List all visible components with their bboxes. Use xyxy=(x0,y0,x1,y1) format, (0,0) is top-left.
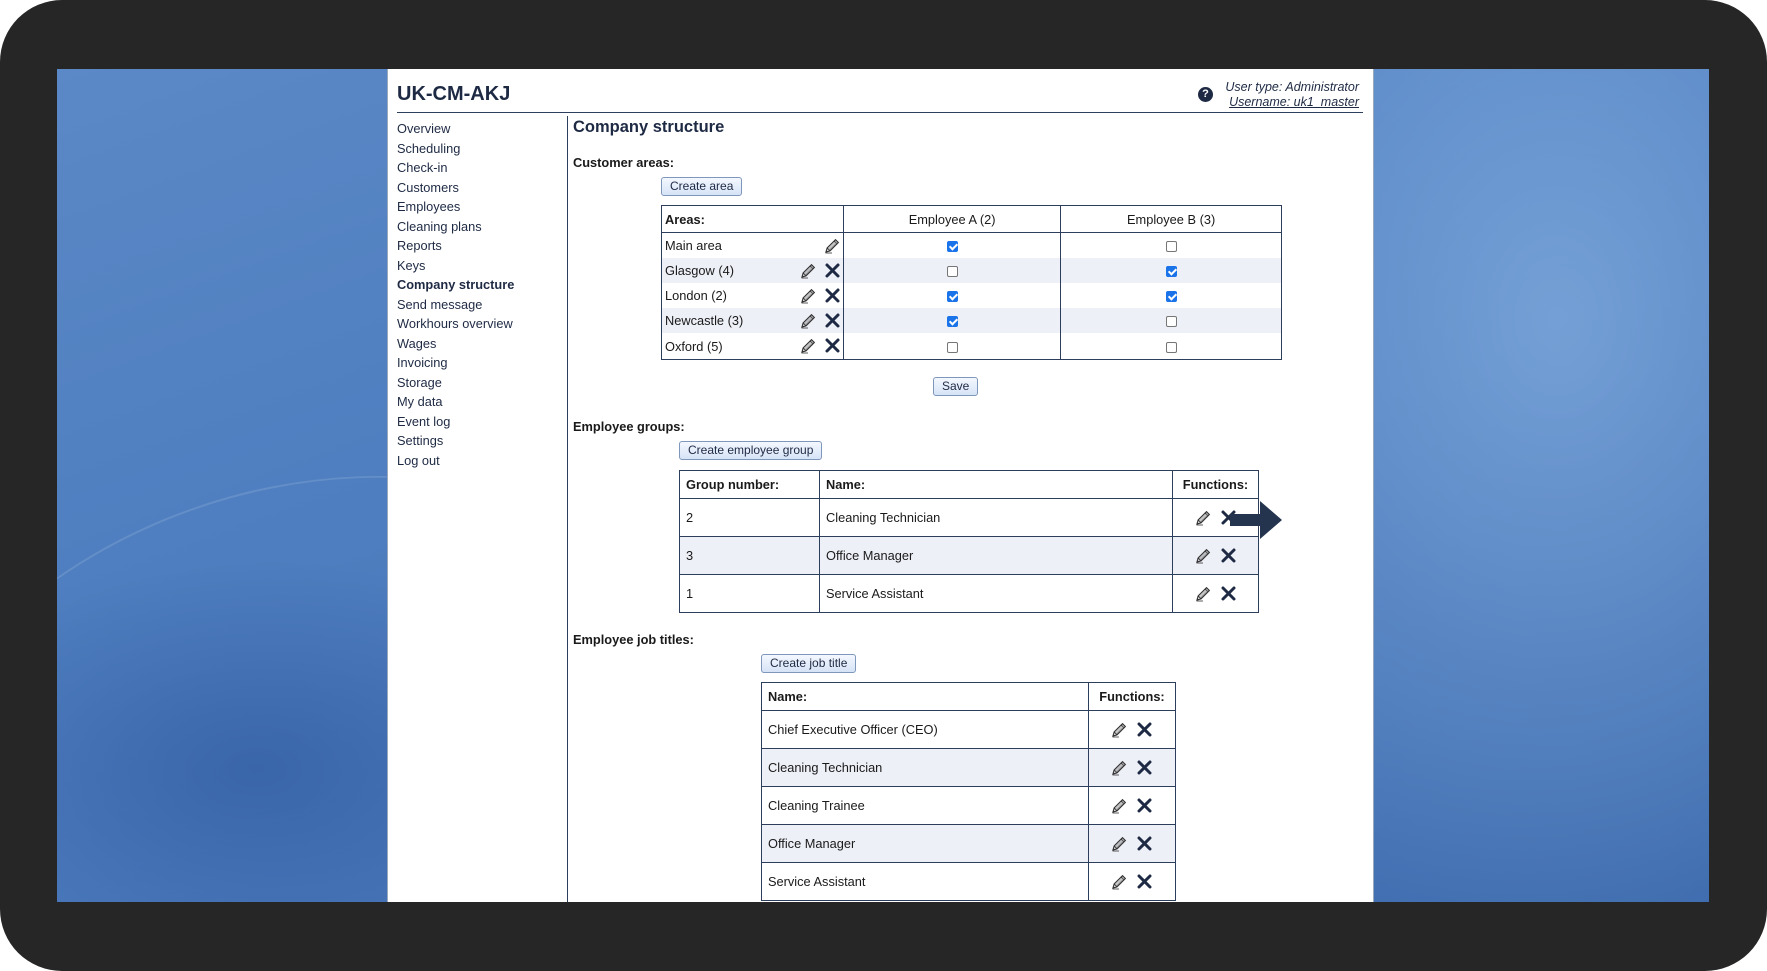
sidebar-item-scheduling[interactable]: Scheduling xyxy=(397,140,461,156)
column-header: Functions: xyxy=(1089,683,1176,711)
x-delete-icon[interactable] xyxy=(824,262,841,279)
checkbox-cell xyxy=(1061,283,1282,308)
sidebar-item-log-out[interactable]: Log out xyxy=(397,452,440,468)
table-row xyxy=(762,711,1176,749)
sidebar-item-keys[interactable]: Keys xyxy=(397,257,426,273)
table-row xyxy=(662,333,1282,360)
x-delete-icon[interactable] xyxy=(824,287,841,304)
table-row xyxy=(680,537,1259,575)
checkbox-cell xyxy=(1061,258,1282,283)
x-delete-icon[interactable] xyxy=(824,312,841,329)
functions-cell xyxy=(1089,787,1176,825)
sidebar-item-check-in[interactable]: Check-in xyxy=(397,160,448,175)
table-header-row xyxy=(680,471,1259,499)
job-titles-title: Employee job titles: xyxy=(573,632,694,647)
column-header: Employee A (2) xyxy=(844,206,1061,233)
sidebar-item-storage[interactable]: Storage xyxy=(397,374,442,390)
x-delete-icon[interactable] xyxy=(1136,721,1153,738)
customer-areas-table xyxy=(661,205,1282,360)
employee-groups-table xyxy=(679,470,1259,613)
pencil-icon[interactable] xyxy=(1195,509,1212,526)
table-row xyxy=(762,787,1176,825)
sidebar-item-reports[interactable]: Reports xyxy=(397,238,442,253)
page-title: Company structure xyxy=(573,118,725,136)
column-header: Name: xyxy=(820,471,1173,499)
area-name: Main area xyxy=(665,238,722,253)
area-name: Glasgow (4) xyxy=(665,263,734,278)
sidebar-item-company-structure[interactable]: Company structure xyxy=(397,277,515,292)
row-actions xyxy=(800,337,841,354)
area-name-cell xyxy=(662,283,844,308)
app-title: UK-CM-AKJ xyxy=(397,83,511,105)
pencil-icon[interactable] xyxy=(800,337,817,354)
checkbox-cell xyxy=(844,308,1061,333)
area-name: Oxford (5) xyxy=(665,338,723,354)
sidebar-item-employees[interactable]: Employees xyxy=(397,199,461,214)
group-name: Service Assistant xyxy=(820,575,1173,613)
user-type: User type: Administrator xyxy=(1225,80,1359,94)
employee-b-checkbox[interactable] xyxy=(1166,291,1177,302)
checkbox-cell xyxy=(1061,333,1282,360)
area-name: Newcastle (3) xyxy=(665,313,744,328)
job-title-name: Cleaning Trainee xyxy=(762,787,1089,825)
column-header: Name: xyxy=(762,683,1089,711)
group-number: 1 xyxy=(680,575,820,613)
column-header: Functions: xyxy=(1173,471,1259,499)
sidebar-item-workhours-overview[interactable]: Workhours overview xyxy=(397,316,513,331)
row-actions xyxy=(800,312,841,329)
username[interactable]: Username: uk1_master xyxy=(1229,95,1359,109)
sidebar-nav xyxy=(397,119,557,470)
employee-b-checkbox[interactable] xyxy=(1166,342,1177,353)
pencil-icon[interactable] xyxy=(1195,547,1212,564)
table-row xyxy=(662,258,1282,283)
table-row xyxy=(662,233,1282,259)
sidebar-item-send-message[interactable]: Send message xyxy=(397,296,483,312)
job-title-name: Chief Executive Officer (CEO) xyxy=(762,711,1089,749)
employee-b-checkbox[interactable] xyxy=(1166,316,1177,327)
employee-groups-title: Employee groups: xyxy=(573,419,685,434)
checkbox-cell xyxy=(844,283,1061,308)
area-name: London (2) xyxy=(665,288,727,303)
sidebar-item-invoicing[interactable]: Invoicing xyxy=(397,355,448,370)
employee-b-checkbox[interactable] xyxy=(1166,266,1177,277)
pencil-icon[interactable] xyxy=(800,287,817,304)
functions-cell xyxy=(1089,863,1176,901)
area-name-cell xyxy=(662,333,844,360)
x-delete-icon[interactable] xyxy=(1136,873,1153,890)
functions-cell xyxy=(1089,825,1176,863)
pencil-icon[interactable] xyxy=(800,262,817,279)
sidebar-item-event-log[interactable]: Event log xyxy=(397,413,451,429)
employee-a-checkbox[interactable] xyxy=(947,291,958,302)
employee-a-checkbox[interactable] xyxy=(947,241,958,252)
sidebar-item-wages[interactable]: Wages xyxy=(397,335,437,351)
save-button[interactable]: Save xyxy=(933,377,978,396)
pencil-icon[interactable] xyxy=(1111,721,1128,738)
row-actions xyxy=(800,262,841,279)
area-name-cell xyxy=(662,233,844,259)
create-employee-group-button[interactable]: Create employee group xyxy=(679,441,822,460)
main-content xyxy=(573,69,1363,902)
checkbox-cell xyxy=(844,233,1061,259)
job-title-name: Service Assistant xyxy=(762,863,1089,901)
pencil-icon[interactable] xyxy=(1111,873,1128,890)
column-header: Areas: xyxy=(662,206,844,233)
group-name: Office Manager xyxy=(820,537,1173,575)
pencil-icon[interactable] xyxy=(1195,585,1212,602)
sidebar-item-customers[interactable]: Customers xyxy=(397,179,459,195)
functions-cell xyxy=(1173,537,1259,575)
column-header: Employee B (3) xyxy=(1061,206,1282,233)
group-number: 3 xyxy=(680,537,820,575)
sidebar-divider xyxy=(567,116,568,902)
create-area-button[interactable]: Create area xyxy=(661,177,742,196)
group-number: 2 xyxy=(680,499,820,537)
create-job-title-button[interactable]: Create job title xyxy=(761,654,856,673)
table-row xyxy=(680,499,1259,537)
employee-a-checkbox[interactable] xyxy=(947,266,958,277)
sidebar-item-cleaning-plans[interactable]: Cleaning plans xyxy=(397,218,482,234)
table-row xyxy=(680,575,1259,613)
table-row xyxy=(762,749,1176,787)
app-window xyxy=(387,69,1374,902)
checkbox-cell xyxy=(844,258,1061,283)
table-row xyxy=(662,308,1282,333)
pencil-icon[interactable] xyxy=(824,237,841,254)
table-row xyxy=(762,863,1176,901)
x-delete-icon[interactable] xyxy=(1136,759,1153,776)
desktop-background xyxy=(57,69,1709,902)
job-titles-table xyxy=(761,682,1176,901)
checkbox-cell xyxy=(1061,233,1282,259)
row-actions xyxy=(824,237,841,254)
x-delete-icon[interactable] xyxy=(1220,585,1237,602)
checkbox-cell xyxy=(1061,308,1282,333)
checkbox-cell xyxy=(844,333,1061,360)
job-title-name: Cleaning Technician xyxy=(762,749,1089,787)
employee-b-checkbox[interactable] xyxy=(1166,241,1177,252)
pencil-icon[interactable] xyxy=(1111,797,1128,814)
table-row xyxy=(762,825,1176,863)
job-title-name: Office Manager xyxy=(762,825,1089,863)
group-name: Cleaning Technician xyxy=(820,499,1173,537)
x-delete-icon[interactable] xyxy=(1220,547,1237,564)
pencil-icon[interactable] xyxy=(800,312,817,329)
x-delete-icon[interactable] xyxy=(1136,797,1153,814)
table-header-row xyxy=(662,206,1282,233)
help-icon[interactable]: ? xyxy=(1198,87,1213,102)
pencil-icon[interactable] xyxy=(1111,759,1128,776)
functions-cell xyxy=(1173,575,1259,613)
area-name-cell xyxy=(662,308,844,333)
sidebar-item-overview[interactable]: Overview xyxy=(397,121,451,136)
x-delete-icon[interactable] xyxy=(1136,835,1153,852)
column-header: Group number: xyxy=(680,471,820,499)
employee-a-checkbox[interactable] xyxy=(947,342,958,353)
table-row xyxy=(662,283,1282,308)
area-name-cell xyxy=(662,258,844,283)
sidebar-item-my-data[interactable]: My data xyxy=(397,394,443,409)
arrow-right-icon xyxy=(1230,501,1288,539)
functions-cell xyxy=(1089,711,1176,749)
pencil-icon[interactable] xyxy=(1111,835,1128,852)
table-header-row xyxy=(762,683,1176,711)
x-delete-icon[interactable] xyxy=(824,337,841,354)
employee-a-checkbox[interactable] xyxy=(947,316,958,327)
customer-areas-title: Customer areas: xyxy=(573,155,674,170)
sidebar-item-settings[interactable]: Settings xyxy=(397,433,444,448)
functions-cell xyxy=(1089,749,1176,787)
row-actions xyxy=(800,287,841,304)
